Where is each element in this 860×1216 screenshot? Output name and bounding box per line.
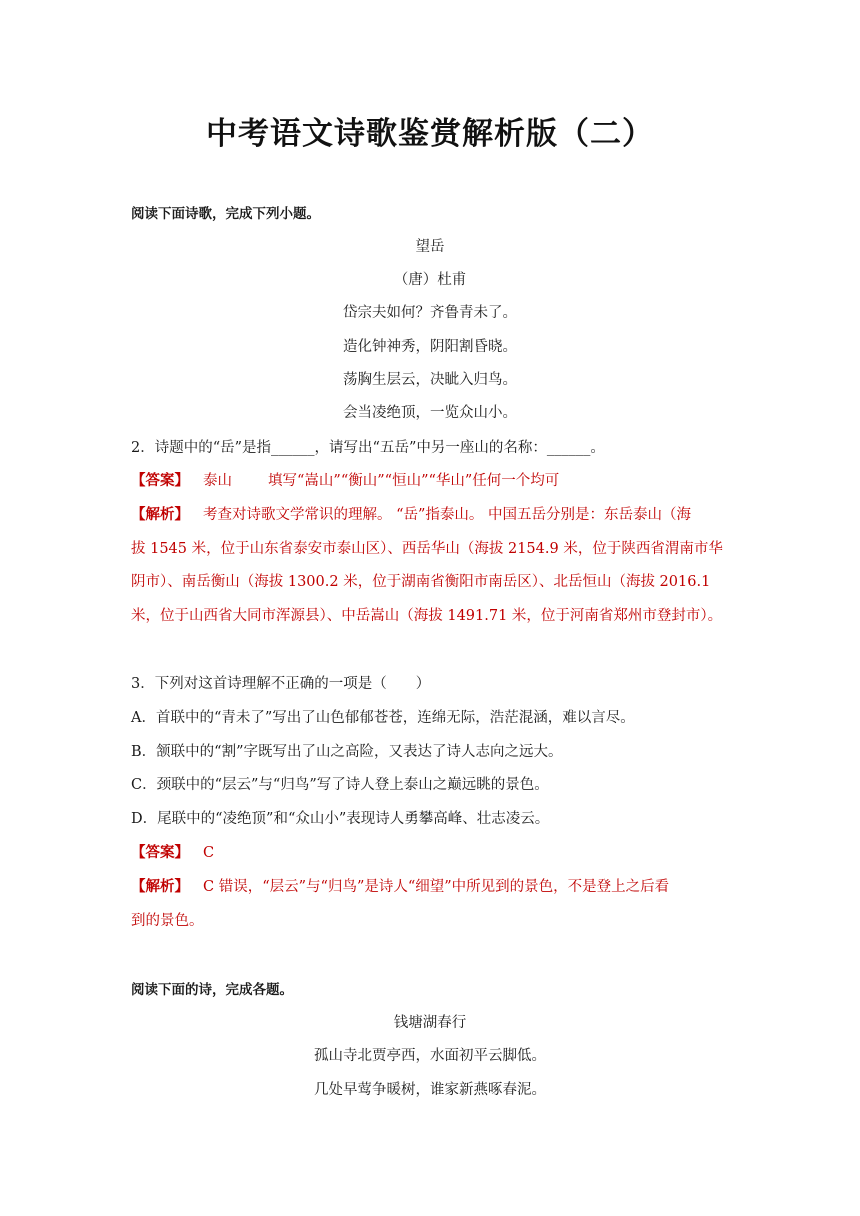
q2-answer-part2: 填写“嵩山”“衡山”“恒山”“华山”任何一个均可 [268, 473, 560, 489]
poem1-line: 会当凌绝顶，一览众山小。 [343, 405, 517, 421]
poem2-title: 钱塘湖春行 [393, 1015, 467, 1031]
q2-analysis-line [131, 505, 691, 525]
section1-instruction: 阅读下面诗歌，完成下列小题。 [131, 206, 320, 222]
poem1-line: 岱宗夫如何？齐鲁青未了。 [343, 305, 517, 321]
q3-analysis-line: 到的景色。 [131, 913, 204, 929]
q3-option-a: A．首联中的“青未了”写出了山色郁郁苍苍，连绵无际，浩茫混涵，难以言尽。 [131, 710, 635, 726]
q2-analysis-line: 拔 1545 米，位于山东省泰安市泰山区）、西岳华山（海拔 2154.9 米，位于陕西省渭南市华 [131, 541, 723, 557]
q2-answer [131, 471, 559, 491]
q2-analysis-line: 阴市）、南岳衡山（海拔 1300.2 米，位于湖南省衡阳市南岳区）、北岳恒山（海拔 2016.1 [131, 574, 711, 590]
q2-analysis-line: 米，位于山西省大同市浑源县）、中岳嵩山（海拔 1491.71 米，位于河南省郑州市登封市）。 [131, 608, 723, 624]
document-title: 中考语文诗歌鉴赏解析版（二） [206, 116, 654, 152]
q3-option-c: C．颈联中的“层云”与“归鸟”写了诗人登上泰山之巅远眺的景色。 [131, 777, 549, 793]
analysis-tag: 【解析】 [131, 878, 189, 895]
question-2: 2．诗题中的“岳”是指______，请写出“五岳”中另一座山的名称：______。 [131, 440, 605, 456]
analysis-text: C 错误，“层云”与“归鸟”是诗人“细望”中所见到的景色，不是登上之后看 [203, 879, 670, 895]
section2-instruction: 阅读下面的诗，完成各题。 [131, 982, 293, 998]
answer-tag: 【答案】 [131, 472, 189, 489]
q3-answer-value: C [203, 845, 215, 861]
poem1-author: （唐）杜甫 [393, 272, 467, 288]
analysis-tag: 【解析】 [131, 506, 189, 523]
answer-tag: 【答案】 [131, 844, 189, 861]
q3-option-b: B．颔联中的“割”字既写出了山之高险，又表达了诗人志向之远大。 [131, 744, 563, 760]
analysis-text: 考查对诗歌文学常识的理解。 “岳”指泰山。 中国五岳分别是：东岳泰山（海 [203, 507, 692, 523]
question-3: 3．下列对这首诗理解不正确的一项是（ ） [131, 676, 431, 692]
q2-answer-part1: 泰山 [203, 473, 232, 489]
poem2-line: 几处早莺争暖树，谁家新燕啄春泥。 [314, 1082, 546, 1098]
q3-analysis-line [131, 877, 669, 897]
poem1-line: 造化钟神秀，阴阳割昏晓。 [343, 339, 517, 355]
poem1-line: 荡胸生层云，决眦入归鸟。 [343, 372, 517, 388]
poem2-line: 孤山寺北贾亭西，水面初平云脚低。 [314, 1048, 546, 1064]
poem1-title: 望岳 [415, 239, 445, 255]
q3-answer [131, 843, 214, 863]
q3-option-d: D．尾联中的“凌绝顶”和“众山小”表现诗人勇攀高峰、壮志凌云。 [131, 811, 550, 827]
